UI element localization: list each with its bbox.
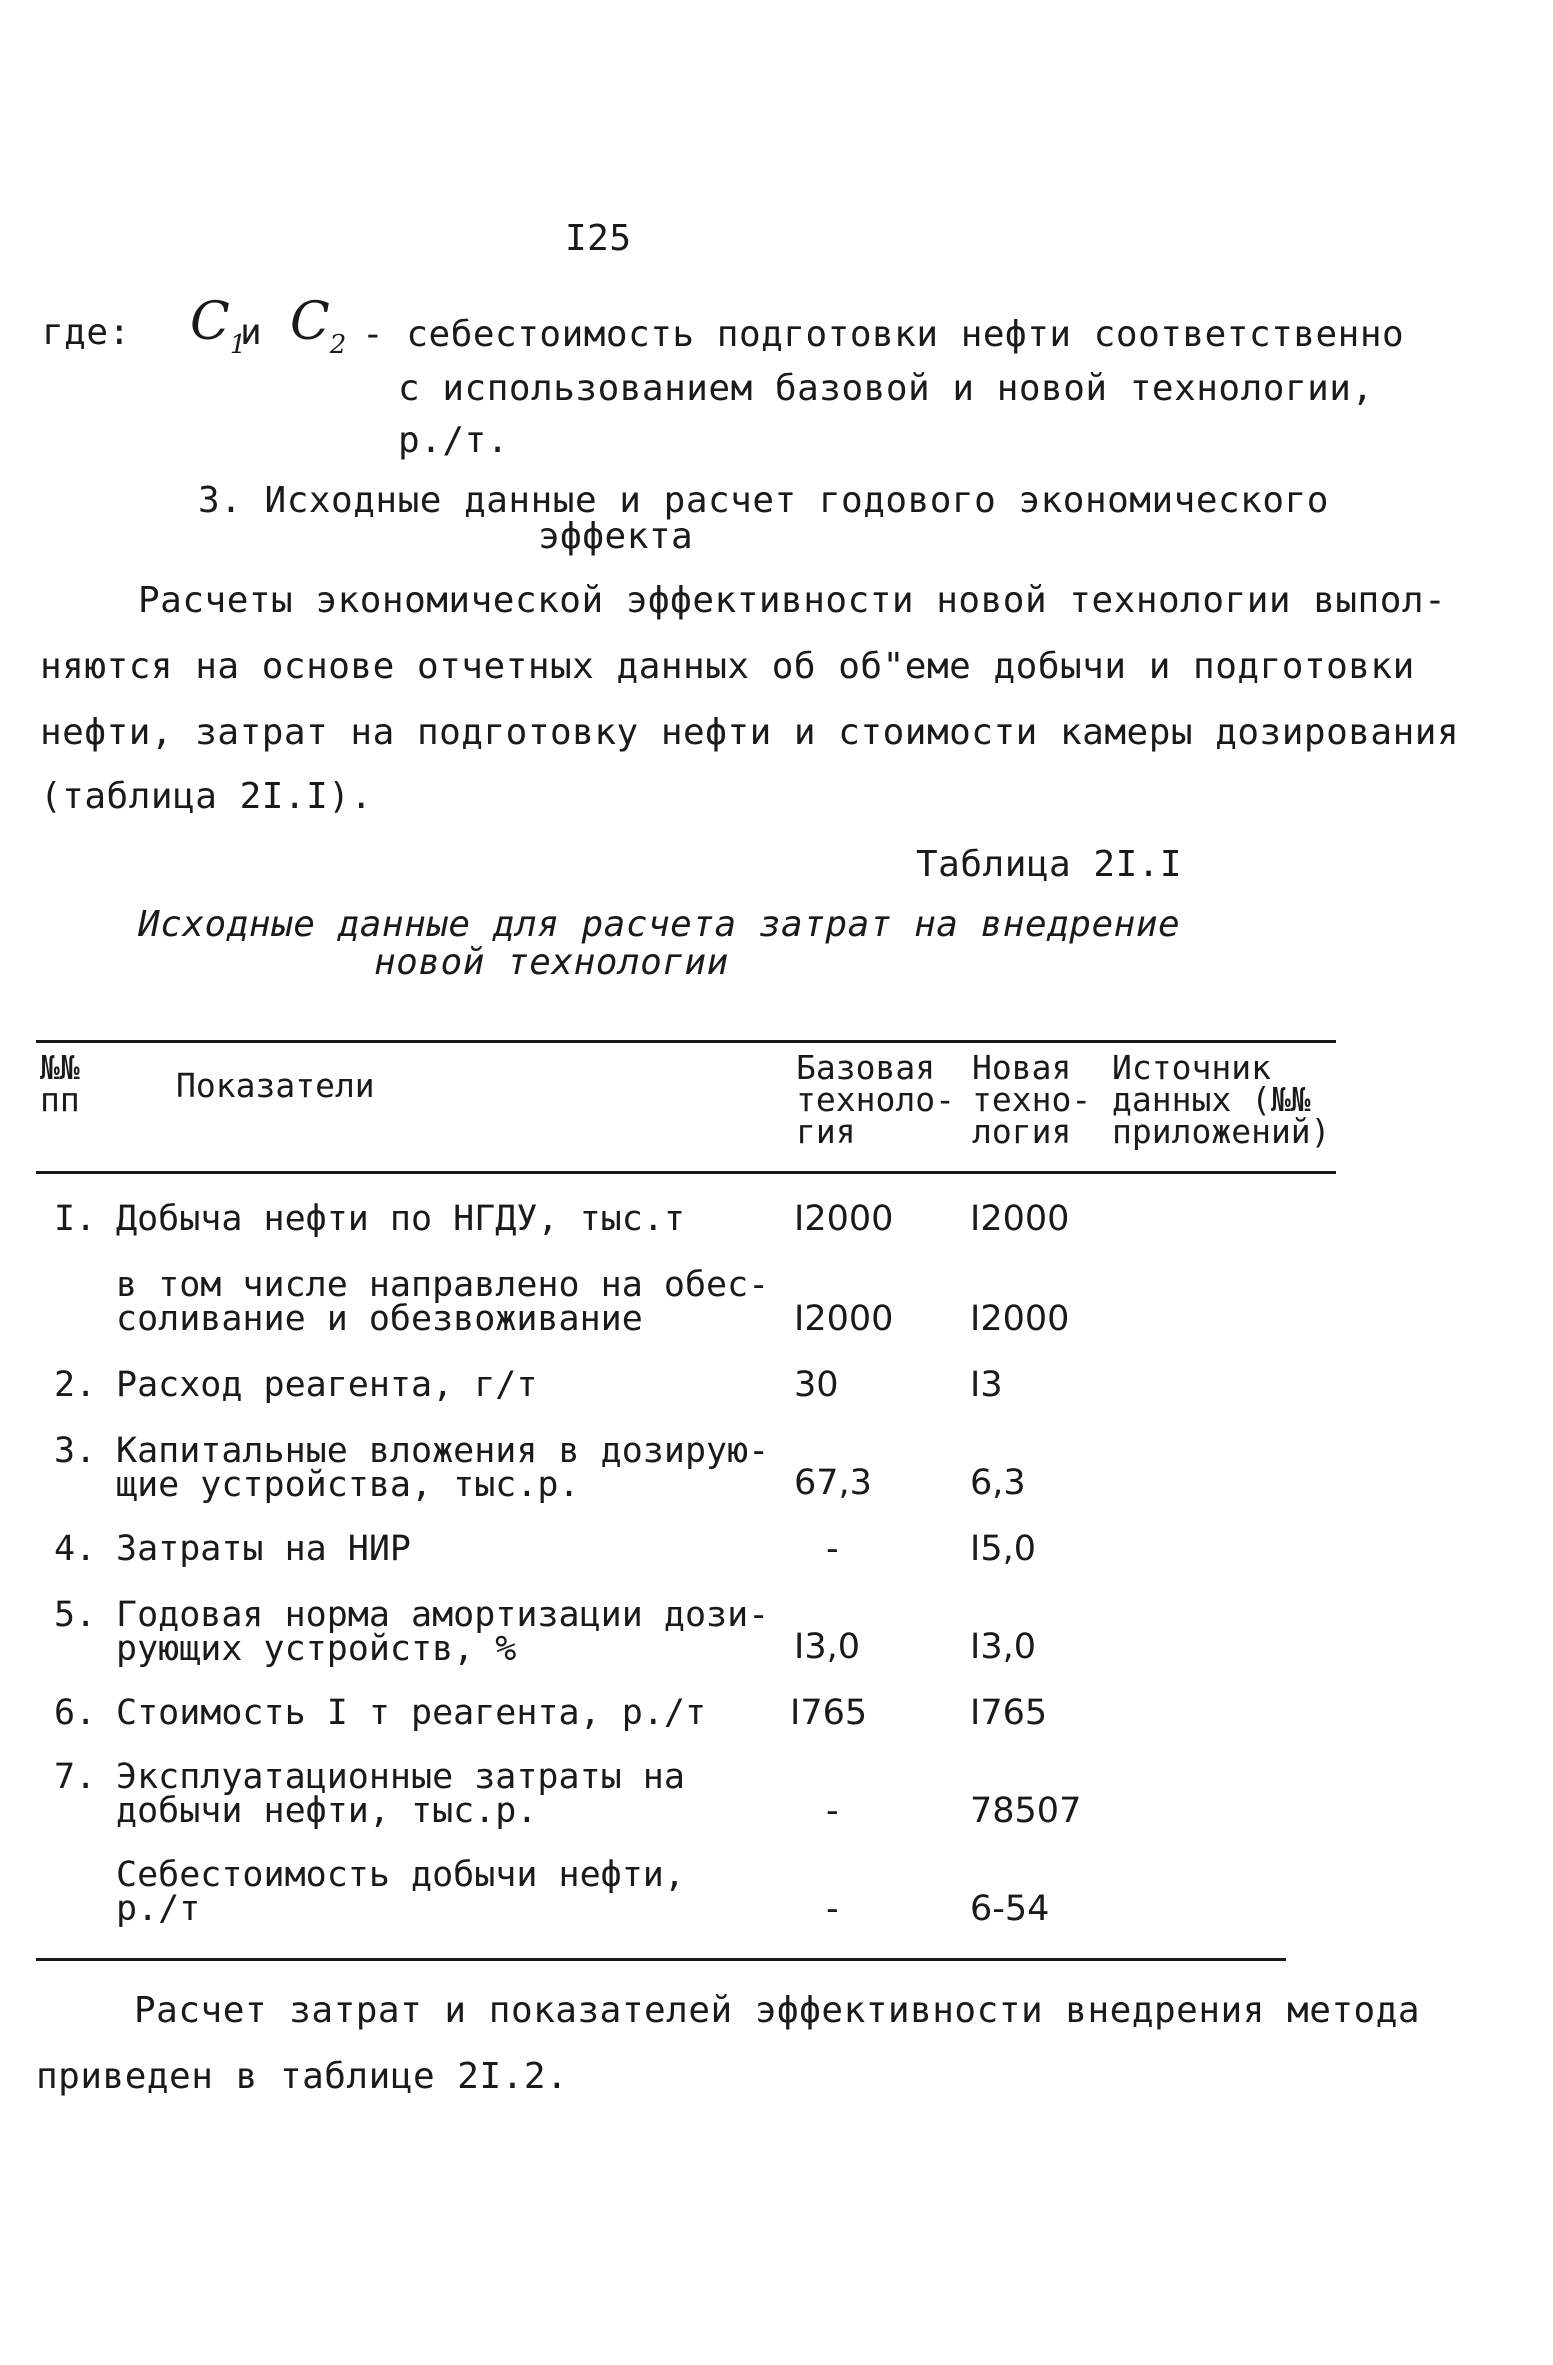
header-data-source [1112, 1048, 1331, 1151]
c2-subscript: 2 [329, 330, 347, 360]
row-7-new: 78507 [970, 1791, 1082, 1831]
row-1-num: I. [54, 1199, 97, 1239]
row-5-num: 5. [54, 1595, 97, 1635]
row-1a-base: I2000 [794, 1299, 894, 1339]
row-5-line-2: рующих устройств, % [116, 1629, 517, 1669]
header-base-line-1: Базовая [796, 1048, 936, 1087]
row-3-num: 3. [54, 1431, 97, 1471]
row-6-new: I765 [970, 1693, 1048, 1733]
definition-conj: и [240, 312, 263, 353]
row-3-new: 6,3 [970, 1463, 1026, 1503]
row-5-new: I3,0 [970, 1627, 1036, 1667]
row-1a-new: I2000 [970, 1299, 1070, 1339]
paragraph-1-line-4: (таблица 2I.I). [40, 776, 373, 817]
definition-lead: где: [42, 312, 131, 353]
header-new-line-1: Новая [972, 1048, 1072, 1087]
row-3-indicator [116, 1431, 770, 1505]
row-7-num: 7. [54, 1757, 97, 1797]
row-7a-line-1: Себестоимость добычи нефти, [116, 1855, 685, 1895]
paragraph-2-line-1: Расчет затрат и показателей эффективности внедрения метода [134, 1990, 1421, 2031]
header-new-line-2: техно- [972, 1080, 1092, 1119]
paragraph-1-line-3: нефти, затрат на подготовку нефти и стоимости камеры дозирования [40, 712, 1460, 753]
table-title-line-2: новой технологии [374, 942, 729, 983]
row-6-base: I765 [790, 1693, 868, 1733]
row-7a-new: 6-54 [970, 1889, 1050, 1929]
header-base-line-2: техноло- [796, 1080, 955, 1119]
row-4-base: - [826, 1529, 839, 1569]
c1-symbol: C [190, 292, 230, 352]
header-indicators: Показатели [176, 1066, 375, 1105]
definition-line-1: - себестоимость подготовки нефти соответственно [362, 314, 1405, 355]
header-num-line-1: №№ [40, 1048, 80, 1087]
paragraph-2-line-2: приведен в таблице 2I.2. [36, 2056, 569, 2097]
paragraph-1-line-2: няются на основе отчетных данных об об"еме добычи и подготовки [40, 646, 1415, 687]
header-num [40, 1048, 80, 1119]
row-7-line-1: Эксплуатационные затраты на [116, 1757, 685, 1797]
row-7-indicator [116, 1757, 685, 1831]
header-src-line-3: приложений) [1112, 1112, 1331, 1151]
row-3-base: 67,3 [794, 1463, 872, 1503]
row-6-indicator: Стоимость I т реагента, р./т [116, 1693, 707, 1733]
row-7a-line-2: р./т [116, 1889, 201, 1929]
row-1-new: I2000 [970, 1199, 1070, 1239]
page-number: I25 [565, 218, 632, 259]
definition-line-3: р./т. [398, 420, 509, 461]
row-2-base: 30 [794, 1365, 839, 1405]
row-5-line-1: Годовая норма амортизации дози- [116, 1595, 770, 1635]
formula-c2 [290, 292, 347, 360]
header-src-line-2: данных (№№ [1112, 1080, 1311, 1119]
row-4-new: I5,0 [970, 1529, 1036, 1569]
c1-subscript: 1 [229, 330, 247, 360]
table-header-rule [36, 1171, 1336, 1174]
row-1-indicator: Добыча нефти по НГДУ, тыс.т [116, 1199, 685, 1239]
row-2-new: I3 [970, 1365, 1003, 1405]
row-2-num: 2. [54, 1365, 97, 1405]
row-1a-line-1: в том числе направлено на обес- [116, 1265, 770, 1305]
header-new-line-3: логия [972, 1112, 1072, 1151]
row-7a-base: - [826, 1889, 839, 1929]
row-3-line-1: Капитальные вложения в дозирую- [116, 1431, 770, 1471]
row-3-line-2: щие устройства, тыс.р. [116, 1465, 580, 1505]
row-2-indicator: Расход реагента, г/т [116, 1365, 538, 1405]
formula-c1 [190, 292, 247, 360]
header-base-line-3: гия [796, 1112, 856, 1151]
table-bottom-rule [36, 1958, 1286, 1961]
row-7-base: - [826, 1791, 839, 1831]
definition-line-2: с использованием базовой и новой технологии, [398, 368, 1374, 409]
table-title-line-1: Исходные данные для расчета затрат на внедрение [138, 904, 1181, 945]
row-7a-indicator [116, 1855, 685, 1929]
row-6-num: 6. [54, 1693, 97, 1733]
row-4-num: 4. [54, 1529, 97, 1569]
row-1a-indicator [116, 1265, 770, 1339]
table-top-rule [36, 1040, 1336, 1043]
table-label: Таблица 2I.I [916, 844, 1183, 885]
header-num-line-2: пп [40, 1080, 80, 1119]
header-new-technology [972, 1048, 1092, 1151]
section-heading-line-2: эффекта [538, 516, 694, 557]
row-4-indicator: Затраты на НИР [116, 1529, 412, 1569]
row-7-line-2: добычи нефти, тыс.р. [116, 1791, 538, 1831]
header-base-technology [796, 1048, 955, 1151]
section-heading-line-1: 3. Исходные данные и расчет годового экономического [198, 480, 1329, 521]
row-1-base: I2000 [794, 1199, 894, 1239]
header-src-line-1: Источник [1112, 1048, 1271, 1087]
paragraph-1-line-1: Расчеты экономической эффективности новой технологии выпол- [138, 580, 1447, 621]
row-5-base: I3,0 [794, 1627, 860, 1667]
row-5-indicator [116, 1595, 770, 1669]
c2-symbol: C [290, 292, 330, 352]
row-1a-line-2: соливание и обезвоживание [116, 1299, 643, 1339]
